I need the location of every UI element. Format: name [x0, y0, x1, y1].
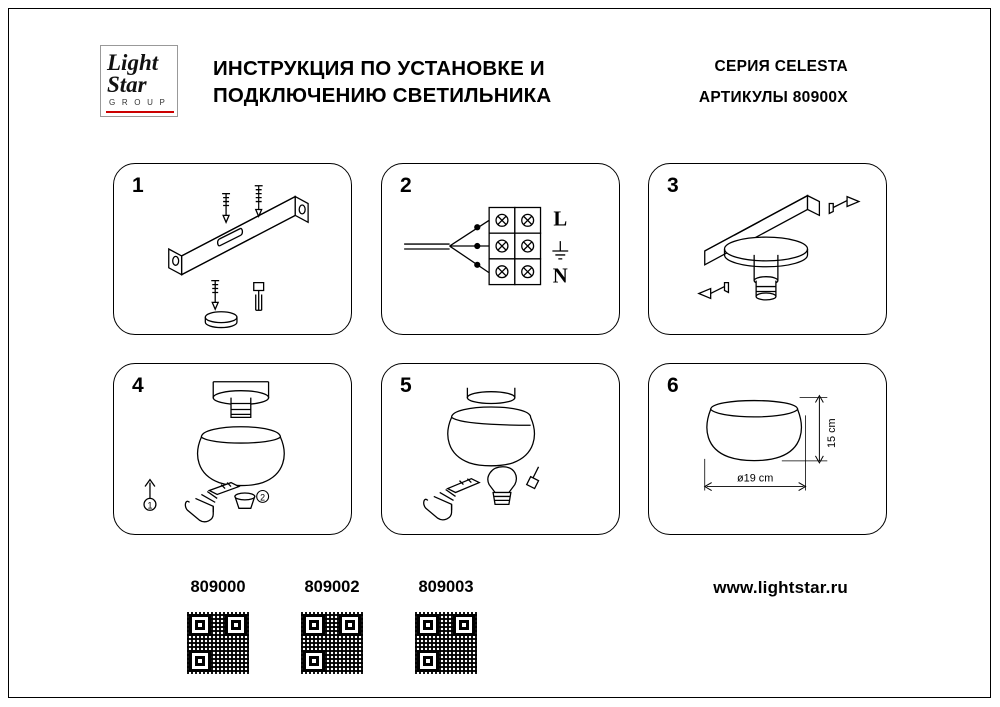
qr-code-809000[interactable] [187, 612, 249, 674]
step-3-illustration [649, 164, 886, 334]
step-panel-1 [113, 163, 352, 335]
step-6-illustration [649, 364, 886, 534]
diameter-dimension-label: ø19 cm [737, 472, 774, 485]
series-label: СЕРИЯ CELESTA [714, 58, 848, 75]
step-number-2: 2 [400, 174, 412, 197]
terminal-label-l: L [553, 208, 568, 231]
step-number-6: 6 [667, 374, 679, 397]
logo-line-2: Star [107, 72, 147, 97]
logo-underline [106, 111, 174, 113]
step-panel-4 [113, 363, 352, 535]
step-4-callout-1: 1 [147, 500, 153, 511]
article-label: АРТИКУЛЫ 80900X [698, 89, 848, 106]
step-number-1: 1 [132, 174, 144, 197]
step-panel-2 [381, 163, 620, 335]
step-panel-3 [648, 163, 887, 335]
step-1-illustration [114, 164, 351, 334]
step-number-3: 3 [667, 174, 679, 197]
product-code-1: 809000 [190, 578, 246, 596]
website-link[interactable]: www.lightstar.ru [713, 578, 848, 597]
step-4-callout-2: 2 [260, 492, 266, 503]
step-2-illustration [382, 164, 619, 334]
step-number-4: 4 [132, 374, 144, 397]
height-dimension-label: 15 cm [826, 418, 839, 448]
terminal-label-n: N [552, 265, 568, 288]
page-title: ИНСТРУКЦИЯ ПО УСТАНОВКЕ И ПОДКЛЮЧЕНИЮ СВЕТИЛЬНИКА [213, 57, 552, 107]
step-panel-5 [381, 363, 620, 535]
qr-code-809003[interactable] [415, 612, 477, 674]
logo-line-3: G R O U P [109, 98, 168, 107]
step-panel-6 [648, 363, 887, 535]
step-number-5: 5 [400, 374, 412, 397]
logo-line-1: Light [107, 50, 159, 75]
step-4-illustration [114, 364, 351, 534]
product-code-2: 809002 [304, 578, 360, 596]
product-code-3: 809003 [418, 578, 474, 596]
step-5-illustration [382, 364, 619, 534]
qr-code-809002[interactable] [301, 612, 363, 674]
logo [100, 45, 178, 117]
